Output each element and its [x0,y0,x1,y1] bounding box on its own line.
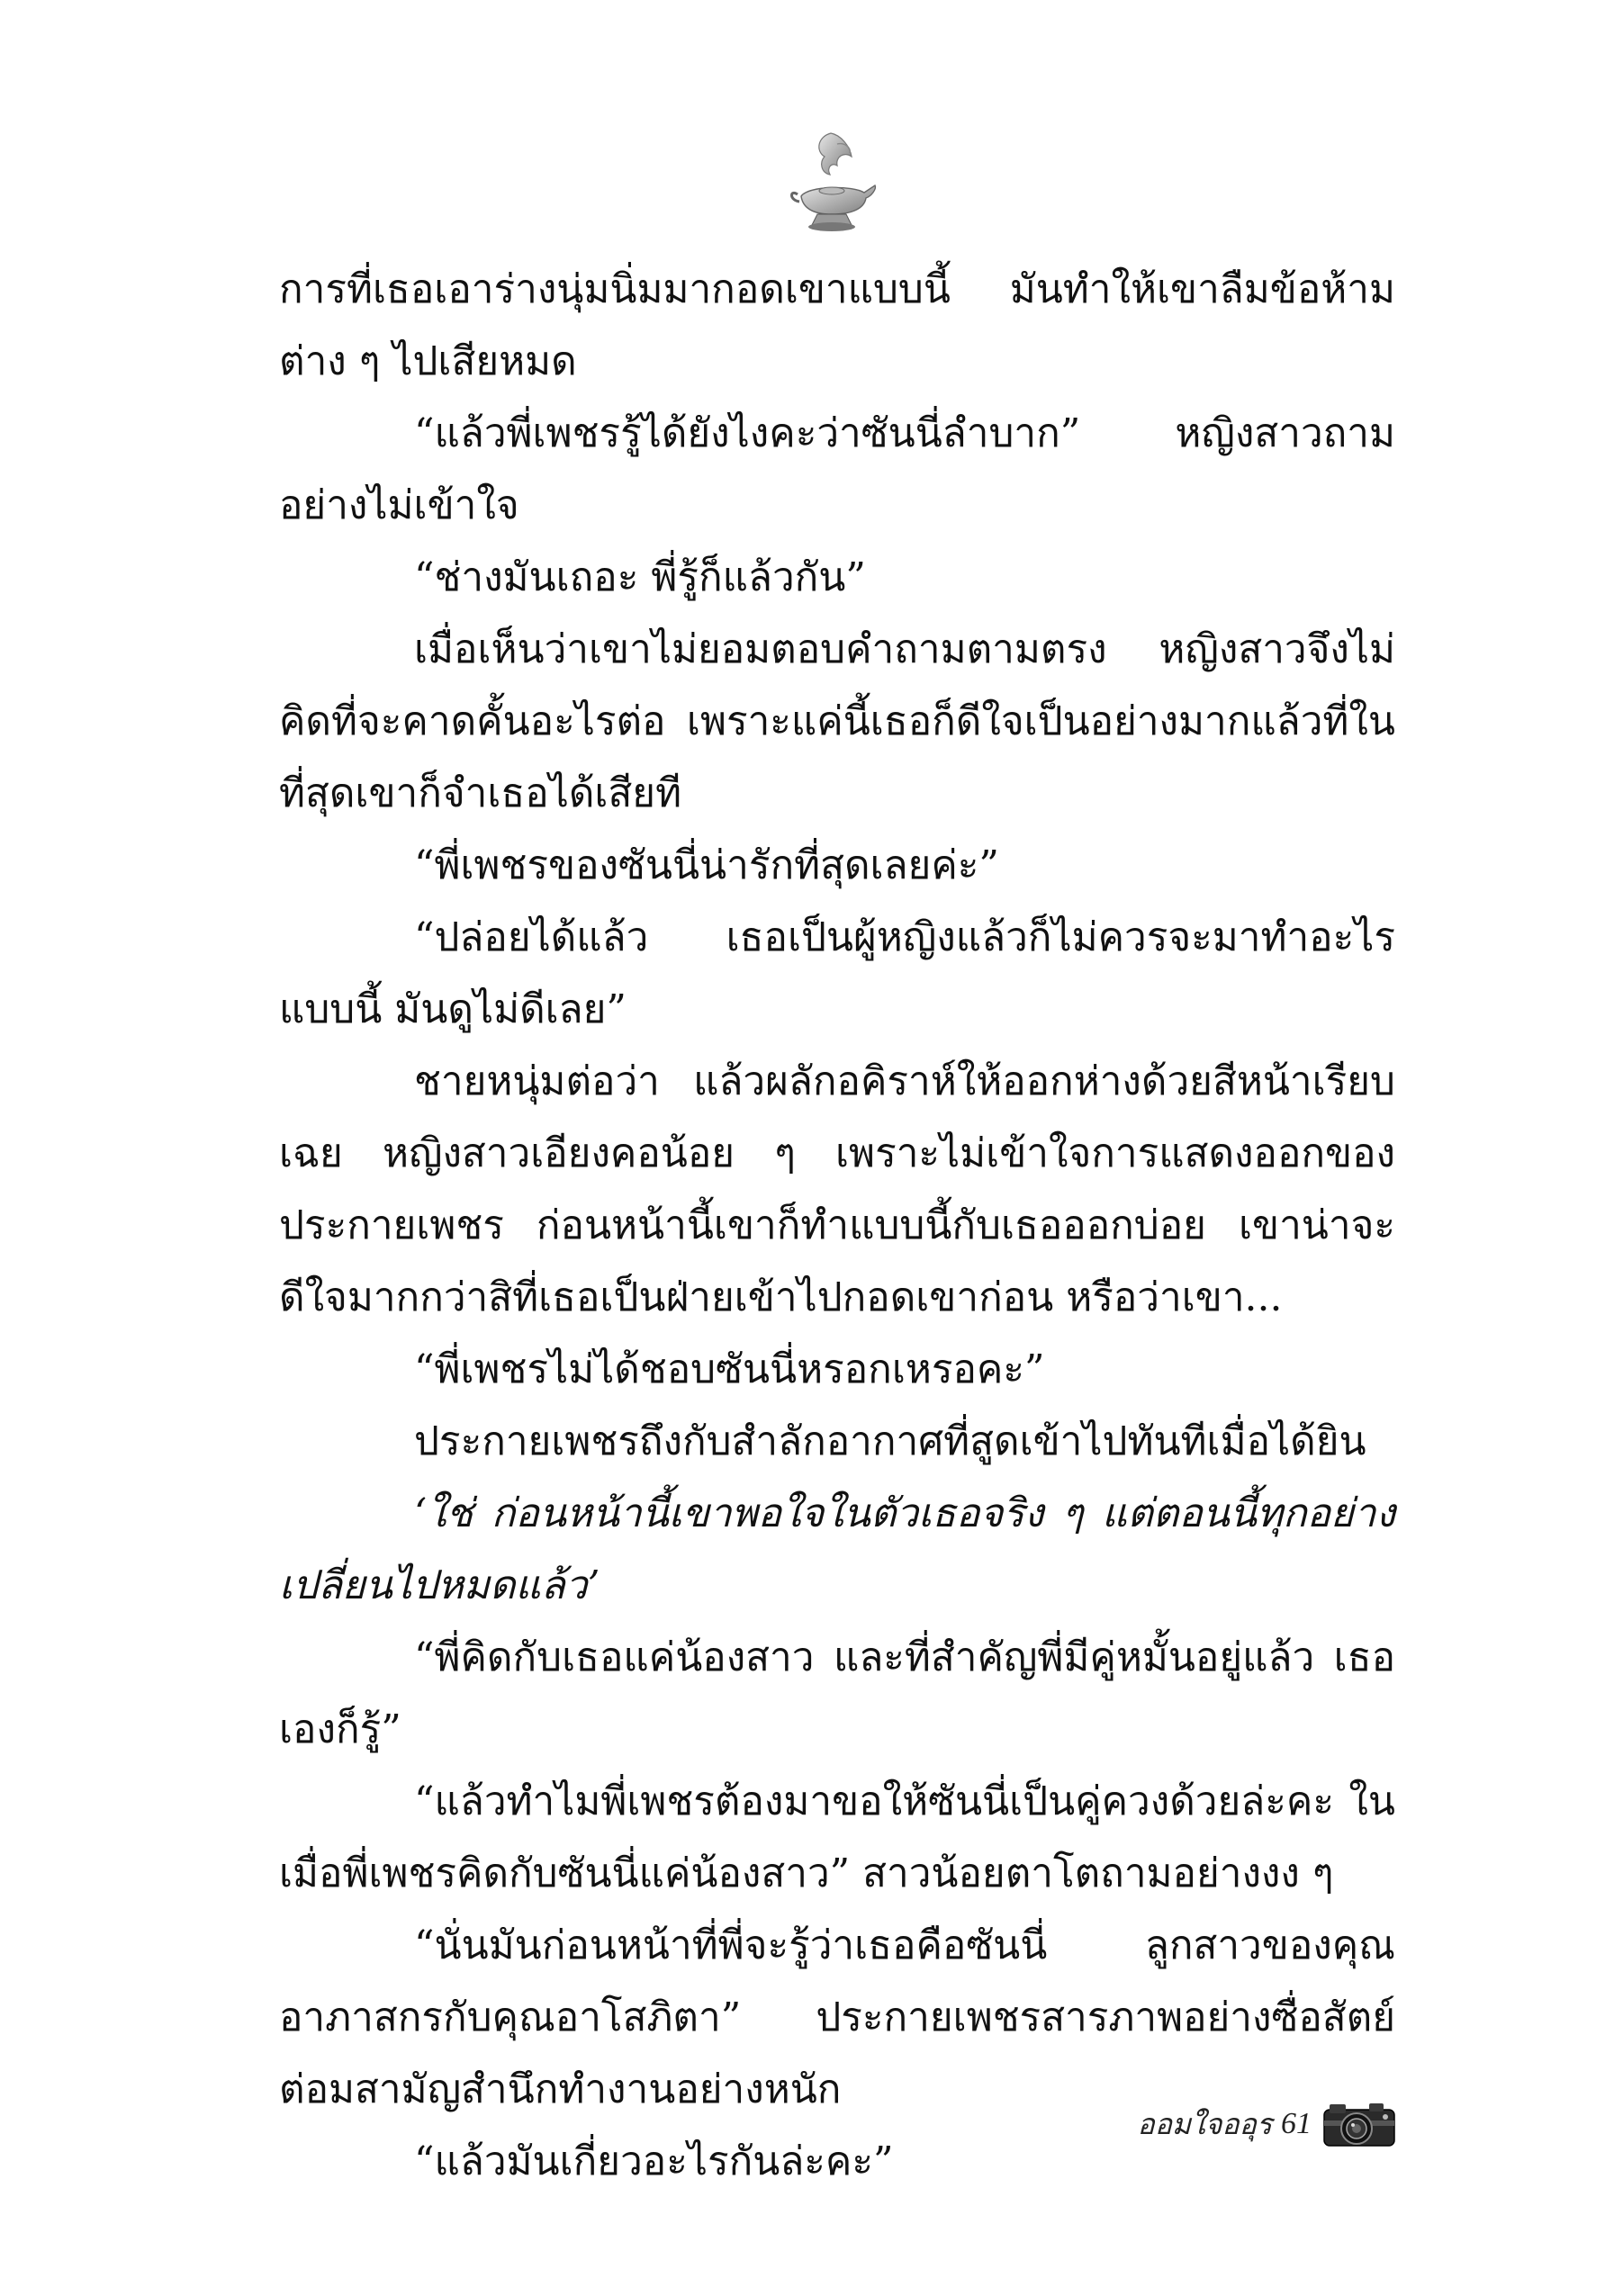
paragraph: การที่เธอเอาร่างนุ่มนิ่มมากอดเขาแบบนี้ มันทำให้เขาลืมข้อห้ามต่าง ๆ ไปเสียหมด [279,266,1395,384]
italic-thought-paragraph: ‘ใช่ ก่อนหน้านี้เขาพอใจในตัวเธอจริง ๆ แต่ตอนนี้ทุกอย่างเปลี่ยนไปหมดแล้ว’ [279,1490,1395,1608]
body-text [279,254,1395,2198]
page-number: 61 [1281,2107,1312,2140]
camera-icon [1321,2099,1398,2149]
paragraph: “ช่างมันเถอะ พี่รู้ก็แล้วกัน” [414,554,866,600]
paragraph: “ปล่อยได้แล้ว เธอเป็นผู้หญิงแล้วก็ไม่ควรจะมาทำอะไรแบบนี้ มันดูไม่ดีเลย” [279,914,1395,1032]
paragraph: เมื่อเห็นว่าเขาไม่ยอมตอบคำถามตามตรง หญิงสาวจึงไม่คิดที่จะคาดคั้นอะไรต่อ เพราะแค่นี้เธอก็ดีใจเป็นอย่างมากแล้วที่ในที่สุดเขาก็จำเธอได้เสียที [279,626,1395,816]
paragraph: “พี่คิดกับเธอแค่น้องสาว และที่สำคัญพี่มีคู่หมั้นอยู่แล้ว เธอเองก็รู้” [279,1634,1395,1752]
paragraph: “นั่นมันก่อนหน้าที่พี่จะรู้ว่าเธอคือซันนี่ ลูกสาวของคุณอาภาสกรกับคุณอาโสภิตา” ประกายเพชรสารภาพอย่างซื่อสัตย์ ต่อมสามัญสำนึกทำงานอย่างหนัก [279,1922,1395,2112]
paragraph: ประกายเพชรถึงกับสำลักอากาศที่สูดเข้าไปทันทีเมื่อได้ยิน [414,1418,1366,1464]
paragraph: “แล้วพี่เพชรรู้ได้ยังไงคะว่าซันนี่ลำบาก” หญิงสาวถามอย่างไม่เข้าใจ [279,410,1395,528]
page-footer [1137,2097,1398,2151]
paragraph: “แล้วทำไมพี่เพชรต้องมาขอให้ซันนี่เป็นคู่ควงด้วยล่ะคะ ในเมื่อพี่เพชรคิดกับซันนี่แค่น้องสาว” สาวน้อยตาโตถามอย่างงง ๆ [279,1778,1395,1896]
paragraph: “แล้วมันเกี่ยวอะไรกันล่ะคะ” [414,2138,894,2184]
paragraph: ชายหนุ่มต่อว่า แล้วผลักอคิราห์ให้ออกห่างด้วยสีหน้าเรียบเฉย หญิงสาวเอียงคอน้อย ๆ เพราะไม่เข้าใจการแสดงออกของประกายเพชร ก่อนหน้านี้เขาก็ทำแบบนี้กับเธอออกบ่อย เขาน่าจะดีใจมากกว่าสิที่เธอเป็นฝ่ายเข้าไปกอดเขาก่อน หรือว่าเขา... [279,1058,1395,1320]
paragraph: “พี่เพชรของซันนี่น่ารักที่สุดเลยค่ะ” [414,842,999,888]
book-title: ออมใจออุร [1137,2106,1272,2141]
paragraph: “พี่เพชรไม่ได้ชอบซันนี่หรอกเหรอคะ” [414,1346,1045,1392]
lamp-ornament-icon [781,126,880,243]
